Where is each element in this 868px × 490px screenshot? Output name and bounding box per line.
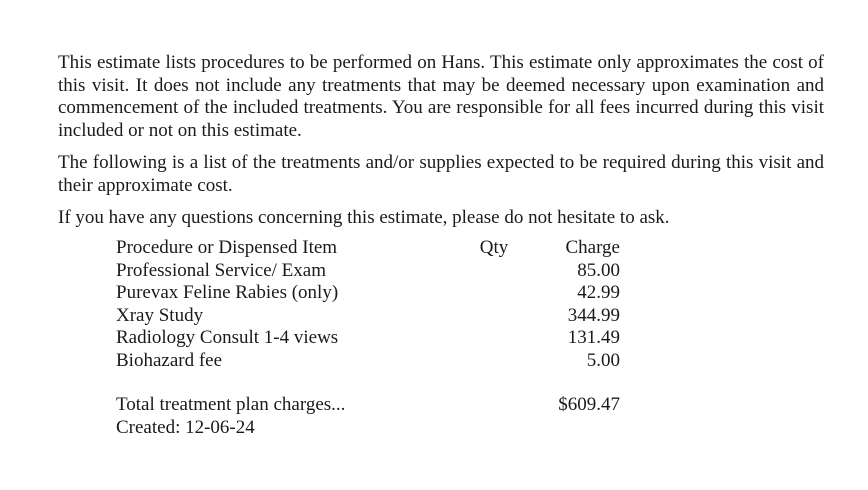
total-row: [116, 394, 636, 417]
intro-paragraph: This estimate lists procedures to be performed on Hans. This estimate only approximates the cost of this visit. It does not include any treatments that may be deemed necessary upon examination and commencement of the included treatments. You are responsible for all fees incurred during this visit included or not on this estimate.: [58, 52, 824, 141]
questions-paragraph: If you have any questions concerning this estimate, please do not hesitate to ask.: [58, 207, 670, 228]
row-charge: 131.49: [567, 327, 620, 348]
table-row: [116, 260, 636, 283]
table-spacer: [116, 372, 636, 394]
table-row: [116, 282, 636, 305]
row-item: Biohazard fee: [116, 349, 223, 371]
estimate-table: [116, 237, 636, 439]
row-charge: 344.99: [567, 304, 620, 326]
header-charge: Charge: [565, 237, 620, 258]
row-item: Radiology Consult 1-4 views: [116, 327, 339, 348]
row-item: Purevax Feline Rabies (only): [116, 282, 339, 303]
total-label: Total treatment plan charges...: [116, 394, 346, 415]
table-row: [116, 305, 636, 328]
header-item: Procedure or Dispensed Item: [116, 237, 338, 258]
table-row: [116, 350, 636, 373]
total-value: $609.47: [558, 394, 620, 415]
created-row: [116, 417, 636, 440]
list-intro-paragraph: The following is a list of the treatments and/or supplies expected to be required during this visit and their approximate cost.: [58, 152, 824, 196]
created-date: Created: 12-06-24: [116, 416, 255, 438]
table-row: [116, 327, 636, 350]
table-header-row: [116, 237, 636, 260]
row-item: Professional Service/ Exam: [116, 259, 327, 281]
row-item: Xray Study: [116, 304, 204, 326]
row-charge: 85.00: [577, 259, 620, 281]
row-charge: 5.00: [586, 349, 620, 371]
estimate-document: [58, 52, 824, 234]
row-charge: 42.99: [577, 282, 620, 303]
header-qty: Qty: [479, 237, 509, 258]
